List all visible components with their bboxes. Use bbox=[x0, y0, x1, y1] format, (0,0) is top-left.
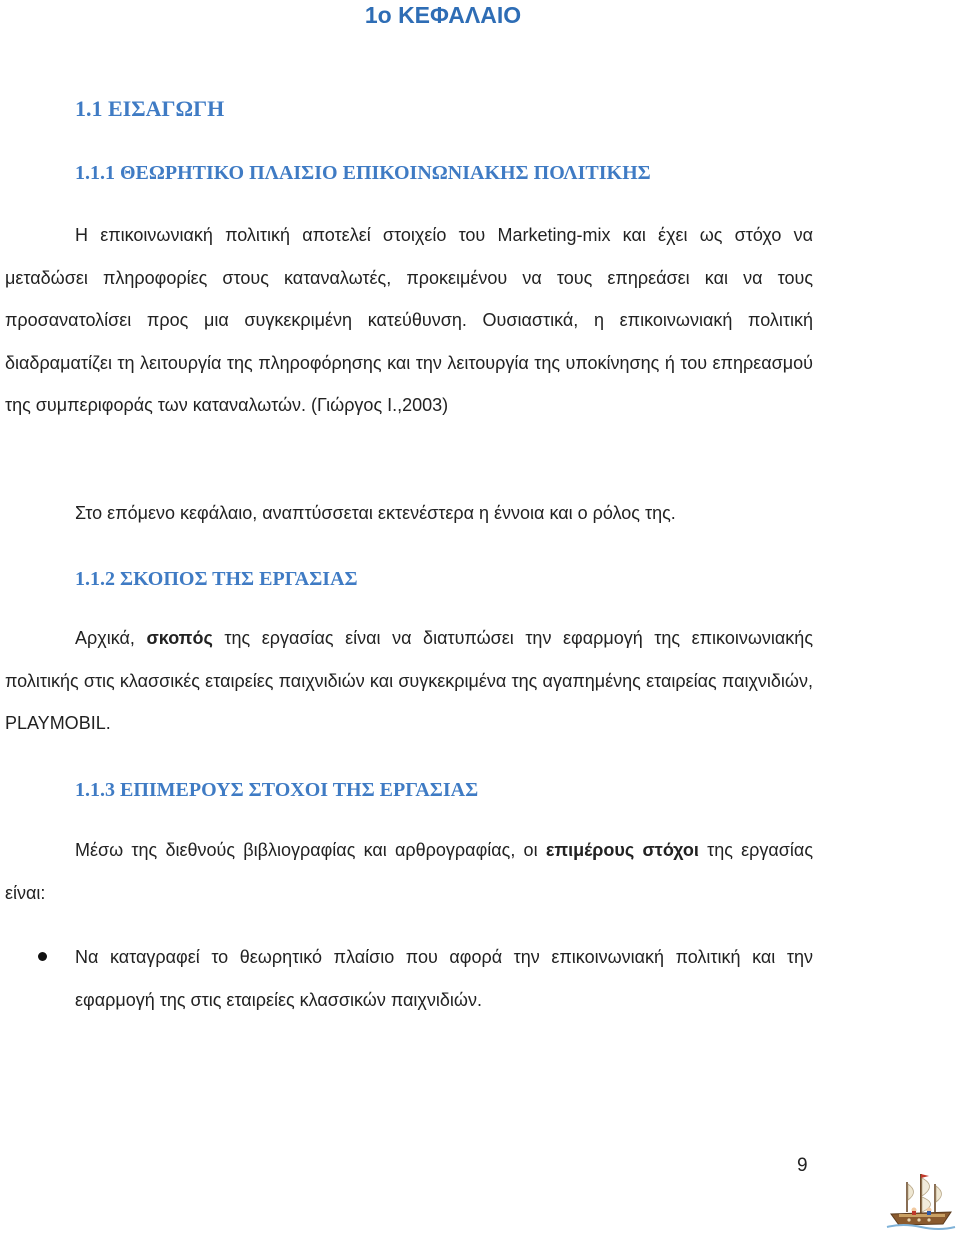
aim-paragraph bbox=[5, 617, 813, 745]
goals-paragraph bbox=[5, 829, 813, 914]
chapter-title: 1ο ΚΕΦΑΛΑΙΟ bbox=[364, 2, 522, 28]
ship-logo-icon bbox=[885, 1170, 957, 1230]
page-number: 9 bbox=[797, 1155, 808, 1176]
list-item bbox=[0, 936, 813, 1021]
section-heading-intro: 1.1 ΕΙΣΑΓΩΓΗ bbox=[75, 96, 225, 121]
section-heading-theory: 1.1.1 ΘΕΩΡΗΤΙΚΟ ΠΛΑΙΣΙΟ ΕΠΙΚΟΙΝΩΝΙΑΚΗΣ ΠΟΛΙΤΙΚΗΣ bbox=[75, 162, 651, 184]
next-chapter-note: Στο επόμενο κεφάλαιο, αναπτύσσεται εκτενέστερα η έννοια και ο ρόλος της. bbox=[75, 503, 676, 523]
aim-text-after: της εργασίας είναι να διατυπώσει την εφαρμογή της επικοινωνιακής πολιτικής στις κλασσικές εταιρείες παιχνιδιών και συγκεκριμένα της αγαπημένης εταιρείας παιχνιδιών, PLAYMOBIL. bbox=[5, 628, 813, 733]
goals-list bbox=[0, 936, 813, 1021]
aim-text-bold: σκοπός bbox=[146, 628, 213, 648]
list-item-text: Να καταγραφεί το θεωρητικό πλαίσιο που αφορά την επικοινωνιακή πολιτική και την εφαρμογή της στις εταιρείες κλασσικών παιχνιδιών. bbox=[75, 947, 813, 1010]
goals-text-after: της εργασίας είναι: bbox=[5, 840, 813, 903]
aim-text-before: Αρχικά, bbox=[75, 628, 147, 648]
section-heading-goals: 1.1.3 ΕΠΙΜΕΡΟΥΣ ΣΤΟΧΟΙ ΤΗΣ ΕΡΓΑΣΙΑΣ bbox=[75, 779, 479, 801]
theory-paragraph: Η επικοινωνιακή πολιτική αποτελεί στοιχείο του Marketing-mix και έχει ως στόχο να μεταδώσει πληροφορίες στους καταναλωτές, προκειμένου να τους επηρεάσει και να τους προσανατολίσει προς μια συγκεκριμένη κατεύθυνση. Ουσιαστικά, η επικοινωνιακή πολιτική διαδραματίζει τη λειτουργία της πληροφόρησης και την λειτουργία της υποκίνησης ή του επηρεασμού της συμπεριφοράς των καταναλωτών. (Γιώργος Ι.,2003) bbox=[5, 225, 813, 415]
bullet-dot-icon bbox=[38, 952, 47, 961]
section-heading-aim: 1.1.2 ΣΚΟΠΟΣ ΤΗΣ ΕΡΓΑΣΙΑΣ bbox=[75, 568, 358, 590]
goals-text-before: Μέσω της διεθνούς βιβλιογραφίας και αρθρογραφίας, οι bbox=[75, 840, 546, 860]
goals-text-bold: επιμέρους στόχοι bbox=[545, 840, 699, 860]
